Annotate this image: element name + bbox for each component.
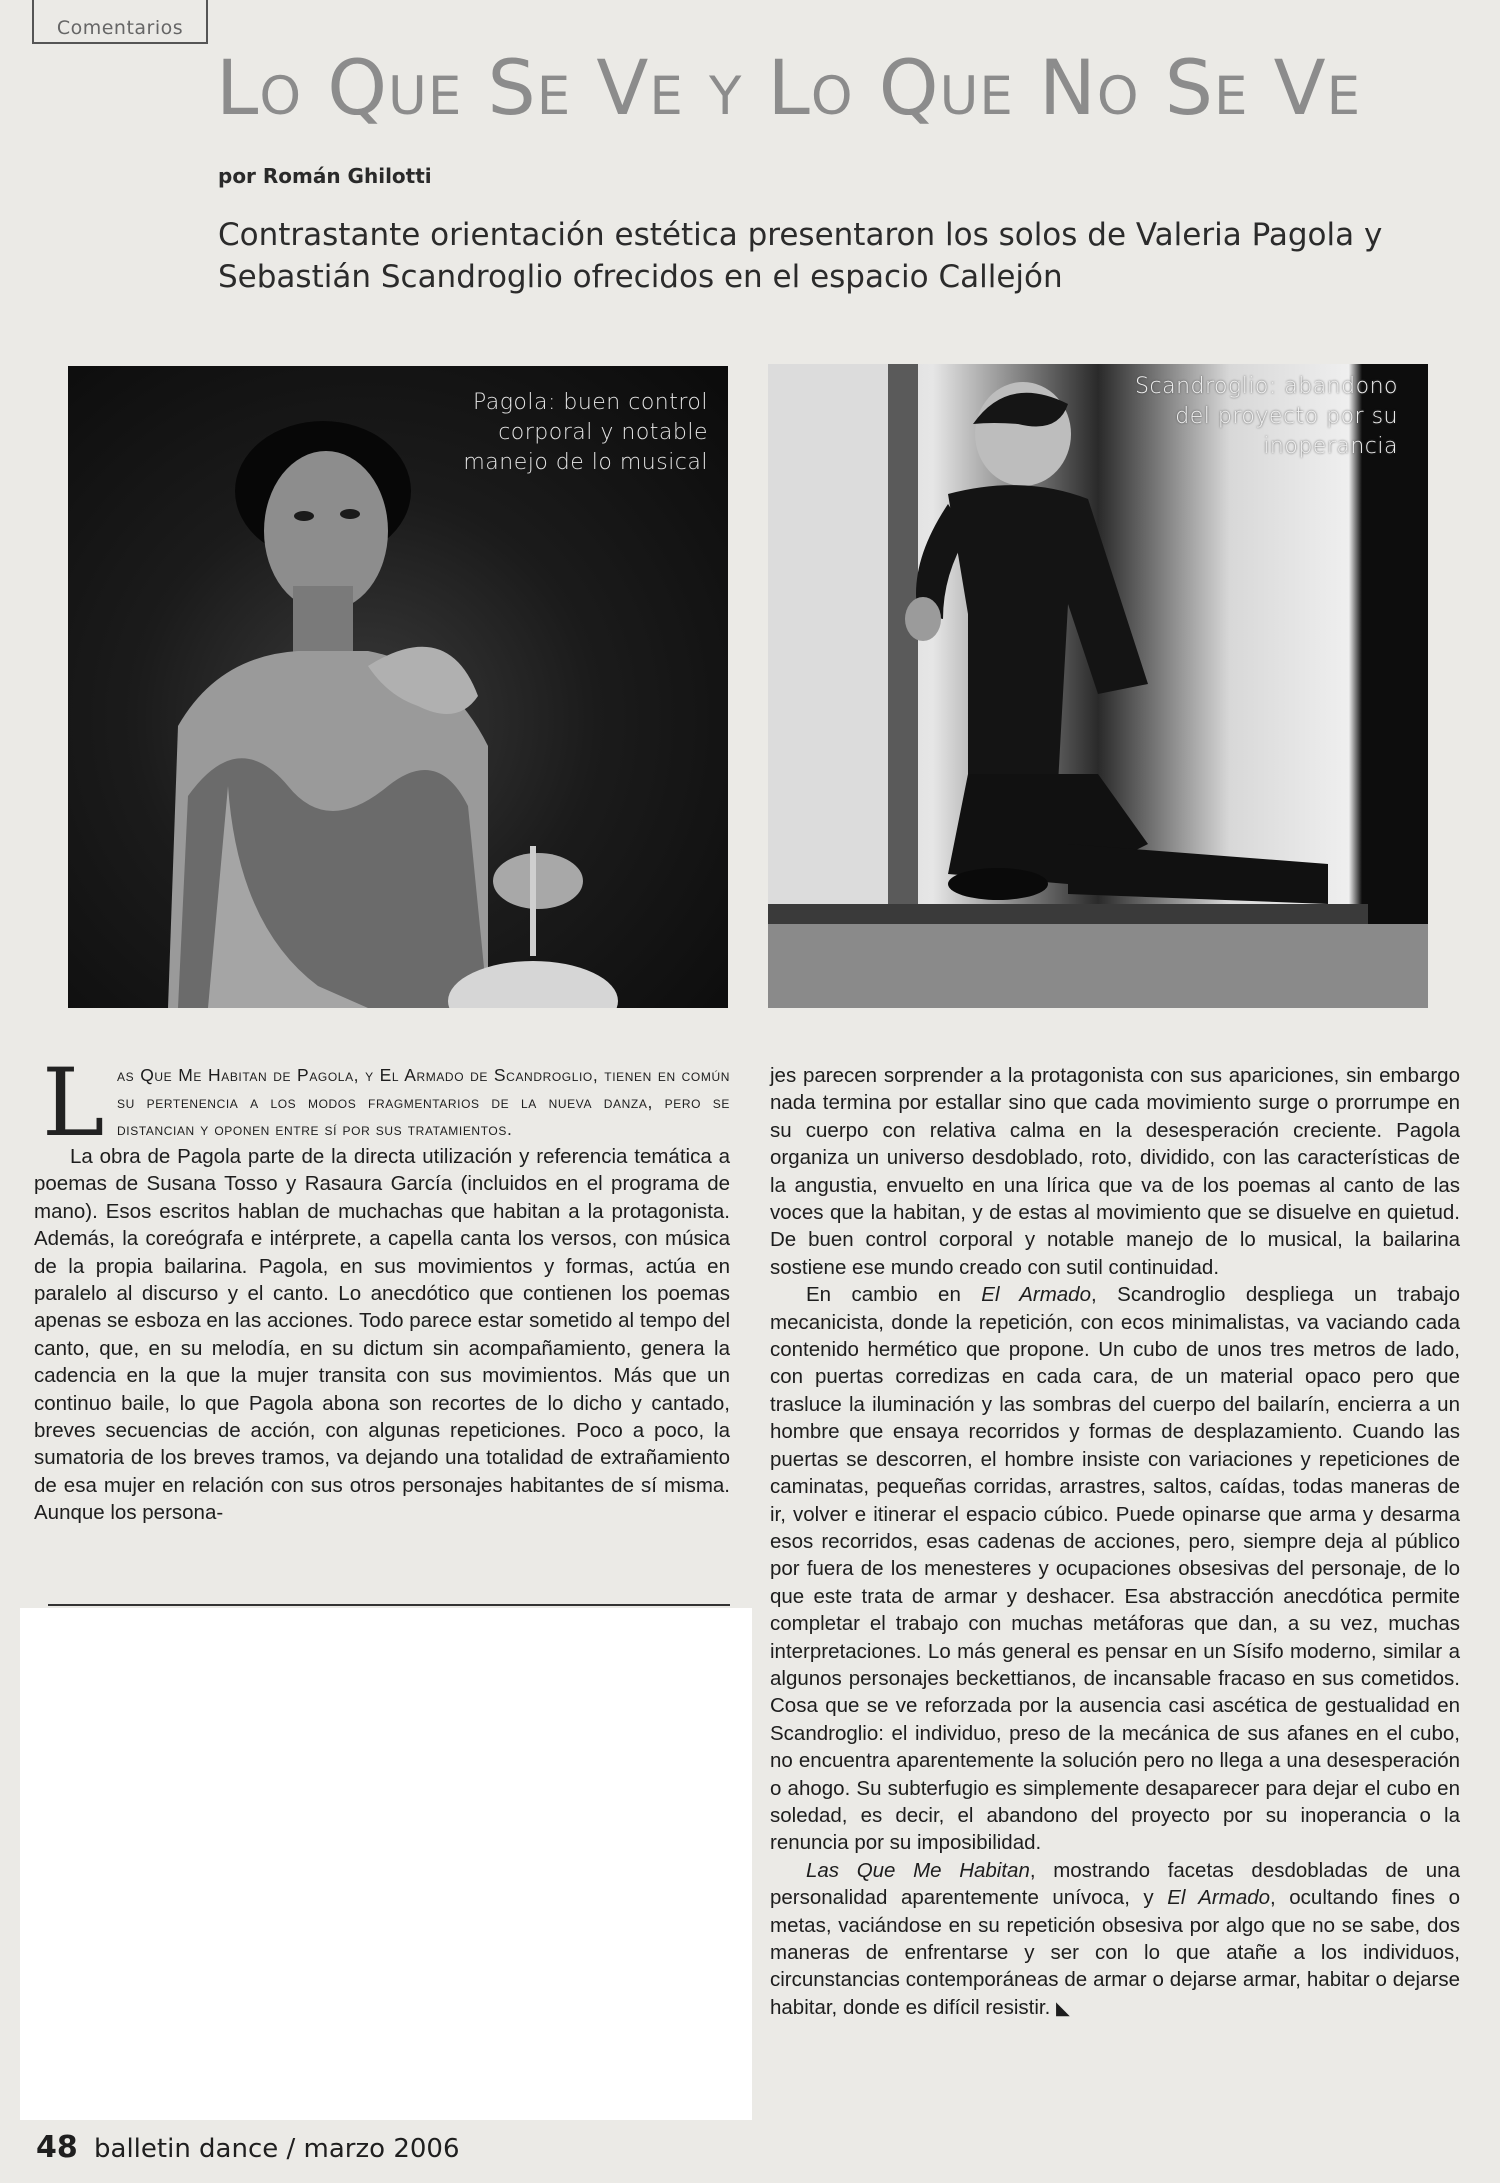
article-column-left — [34, 1049, 730, 1527]
article-paragraph: La obra de Pagola parte de la directa utilización y referencia temática a poemas de Susana Tosso y Rasaura García (incluidos en el programa de mano). Esos escritos hablan de muchachas que habitan a la protagonista. Además, la coreógrafa e intérprete, a capella canta los versos, con música de la propia bailarina. Pagola, en sus movimientos y formas, actúa en paralelo al discurso y el canto. Lo anecdótico que contienen los poemas apenas se esboza en las acciones. Todo parece estar sometido al tempo del canto, que, en su melodía, en su dictum sin acompañamiento, genera la cadencia en la que la mujer transita con sus movimientos. Más que un continuo baile, lo que Pagola abona son recortes de lo dicho y cantado, breves secuencias de acción, con algunas repeticiones. Poco a poco, la sumatoria de los breves tramos, va dejando una totalidad de extrañamiento de esa mujer en relación con sus otros personajes habitantes de sí misma. Aunque los persona- — [34, 1145, 730, 1525]
drop-cap: L — [42, 1049, 106, 1158]
text-run: , ocultando fines o metas, vaciándose en su repetición obsesiva por algo que no se sabe, dos maneras de enfrentarse y ser con lo que atañe a los individuos, circunstancias contemporáneas de armar o dejarse armar, habitar o dejarse habitar, donde es difícil resistir. — [770, 1886, 1460, 2019]
publication-info: balletin dance / marzo 2006 — [94, 2134, 460, 2164]
article-paragraph — [770, 1281, 1460, 1857]
article-title: Lo Que Se Ve y Lo Que No Se Ve — [216, 43, 1362, 132]
blank-ad-space — [20, 1608, 752, 2120]
work-title: El Armado — [981, 1283, 1091, 1307]
lead-text: as Que Me Habitan de Pagola, y El Armado de Scandroglio, tienen en común su pertenencia a los modos fragmentarios de la nueva danza, pero se distancian y oponen entre sí por sus tratamientos. — [117, 1065, 730, 1139]
article-paragraph: jes parecen sorprender a la protagonista con sus apariciones, sin embargo nada termina por estallar sino que cada movimiento surge o prorrumpe en su cuerpo con relativa calma en la desesperación creciente. Pagola organiza un universo desdoblado, roto, dividido, con las características de la angustia, envuelto en una lírica que va de los poemas al canto de las voces que la habitan, y de estas al movimiento que se disuelve en quietud. De buen control corporal y notable manejo de lo musical, la bailarina sostiene ese mundo creado con sutil continuidad. — [770, 1064, 1460, 1279]
article-column-right — [770, 1062, 1460, 2022]
photo-caption-pagola: Pagola: buen control corporal y notable manejo de lo musical — [463, 390, 708, 475]
section-tag: Comentarios — [32, 0, 208, 44]
text-run: En cambio en — [806, 1283, 982, 1307]
work-title: Las Que Me Habitan — [806, 1858, 1030, 1882]
page-footer — [36, 2130, 460, 2165]
text-run: , mostrando facetas desdobladas de una personalidad aparentemente unívoca, y — [770, 1858, 1460, 1910]
photo-caption-scandroglio: Scandroglio: abandono del proyecto por su inoperancia — [1135, 374, 1398, 459]
work-title: El Armado — [1167, 1886, 1271, 1910]
photo-pagola — [68, 366, 728, 1008]
divider-rule — [48, 1604, 730, 1606]
article-deck: Contrastante orientación estética presentaron los solos de Valeria Pagola y Sebastián Scandroglio ofrecidos en el espacio Callejón — [218, 217, 1383, 295]
article-lead — [34, 1049, 730, 1158]
end-mark-icon: ◣ — [1056, 1997, 1070, 2018]
page-number: 48 — [36, 2130, 78, 2165]
byline: por Román Ghilotti — [218, 164, 432, 188]
photo-scandroglio — [768, 364, 1428, 1008]
text-run: , Scandroglio despliega un trabajo mecanicista, donde la repetición, con ecos minimalistas, va vaciando cada contenido hermético que propone. Un cubo de unos tres metros de lado, con puertas corredizas en cada cara, de un material opaco pero que trasluce la iluminación y las sombras del cuerpo del bailarín, encierra a un hombre que ensaya recorridos y formas de desplazamiento. Cuando las puertas se descorren, el hombre insiste con variaciones y repeticiones de caminatas, pequeñas corridas, arrastres, saltos, caídas, todas maneras de ir, volver e itinerar el espacio cúbico. Puede opinarse que arma y desarma esos recorridos, esas cadenas de acciones, pero, siempre deja al público por fuera de los menesteres y ocupaciones obsesivas del personaje, de lo que este trata de armar y deshacer. Esa abstracción anecdótica permite completar el trabajo con muchas metáforas que dan, a su vez, muchas interpretaciones. Lo más general es pensar en un Sísifo moderno, similar a algunos personajes beckettianos, de incansable fracaso en sus cometidos. Cosa que se ve reforzada por la ausencia casi ascética de gestualidad en Scandroglio: el individuo, preso de la mecánica de sus afanes en el cubo, no encuentra aparentemente la solución pero no llega a una desesperación o ahogo. Su subterfugio es simplemente desaparecer para dejar el cubo en soledad, es decir, el abandono del proyecto por su inoperancia o la renuncia por su imposibilidad. — [770, 1283, 1460, 1855]
article-paragraph — [770, 1857, 1460, 2022]
